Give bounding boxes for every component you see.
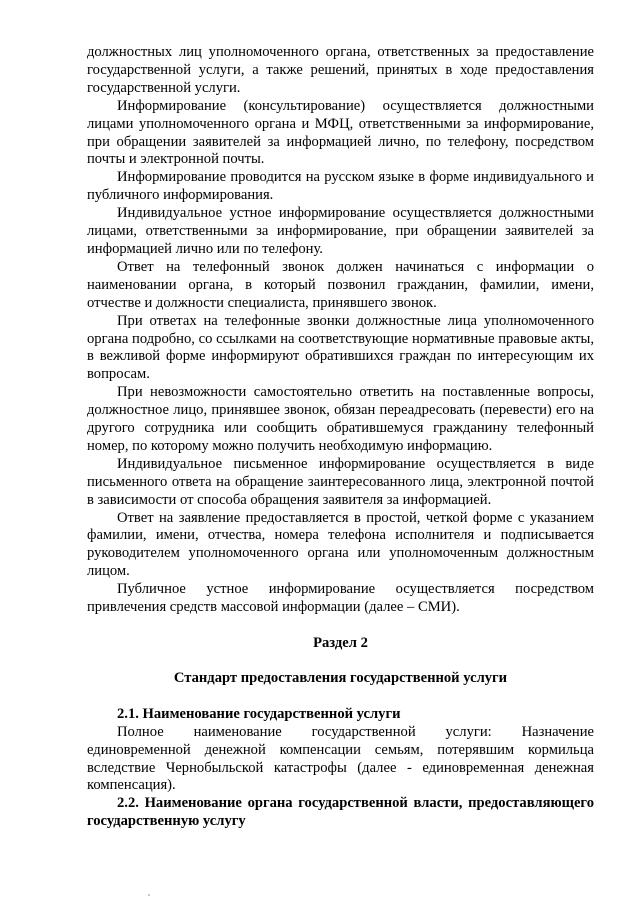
subsection-2-heading: 2.2. Наименование органа государственной власти, предоставляющего государственную услугу <box>87 795 594 830</box>
paragraph-public: Публичное устное информирование осуществляется посредством привлечения средств массовой информации (далее – СМИ). <box>87 581 594 616</box>
paragraph-written: Индивидуальное письменное информирование осуществляется в виде письменного ответа на обращение заинтересованного лица, электронной почтой в зависимости от способа обращения заявителя за информацией. <box>87 455 594 508</box>
document-body <box>87 44 594 831</box>
paragraph-individual-oral: Индивидуальное устное информирование осуществляется должностными лицами, ответственными за информирование, при обращении заявителей за информацией лично или по телефону. <box>87 205 594 257</box>
paragraph-consulting: Информирование (консультирование) осуществляется должностными лицами уполномоченного органа и МФЦ, ответственными за информирование, при обращении заявителей за информацией лично, по телефону, посредством почты и электронной почты. <box>87 97 594 168</box>
paragraph-reply: Ответ на заявление предоставляется в простой, четкой форме с указанием фамилии, имени, отчества, номера телефона исполнителя и подписывается руководителем уполномоченного органа или уполномоченным должностным лицом. <box>87 509 594 580</box>
subsection-1-heading: 2.1. Наименование государственной услуги <box>117 705 401 722</box>
section-number: Раздел 2 <box>313 635 368 651</box>
paragraph-phone-calls: При ответах на телефонные звонки должностные лица уполномоченного органа подробно, со ссылками на соответствующие нормативные правовые акты, в вежливой форме информируют обратившихся граждан по интересующим их вопросам. <box>87 312 594 383</box>
subsection-1-text: Полное наименование государственной услуги: Назначение единовременной денежной компенсации семьям, потерявшим кормильца вследствие Чернобыльской катастрофы (далее - единовременная денежная компенсация). <box>87 723 594 794</box>
paragraph-language: Информирование проводится на русском языке в форме индивидуального и публичного информирования. <box>87 169 594 204</box>
scan-speck <box>148 894 150 896</box>
section-title: Стандарт предоставления государственной услуги <box>173 669 508 686</box>
paragraph-continuation: должностных лиц уполномоченного органа, ответственных за предоставление государственной услуги, а также решений, принятых в ходе предоставления государственной услуги. <box>87 44 594 96</box>
paragraph-redirect: При невозможности самостоятельно ответить на поставленные вопросы, должностное лицо, принявшее звонок, обязан переадресовать (перевести) его на другого сотрудника или сообщить обратившемуся гражданину телефонный номер, по которому можно получить необходимую информацию. <box>87 384 594 454</box>
paragraph-phone-answer: Ответ на телефонный звонок должен начинаться с информации о наименовании органа, в который позвонил гражданин, фамилии, имени, отчестве и должности специалиста, принявшего звонок. <box>87 258 594 311</box>
